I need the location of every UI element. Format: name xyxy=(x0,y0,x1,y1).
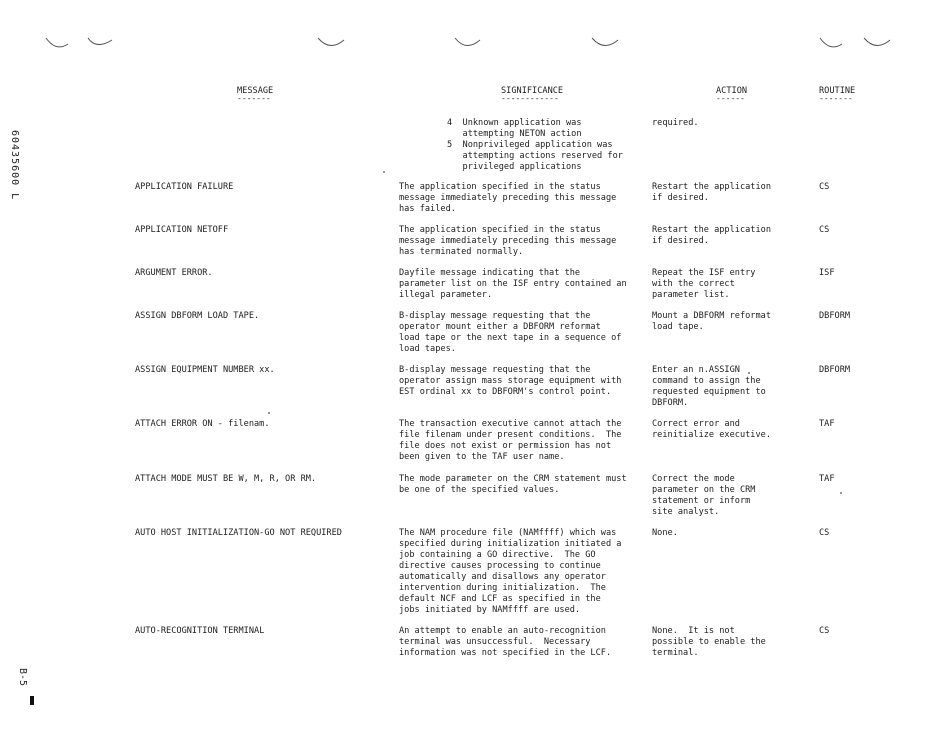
header-significance-label: SIGNIFICANCE xyxy=(501,86,564,96)
row-routine: CS xyxy=(819,528,830,538)
row-significance: B-display message requesting that the operator mount either a DBFORM reformat load tape or the next tape in a sequence of load tapes. xyxy=(399,311,622,354)
row-significance: The NAM procedure file (NAMffff) which was specified during initialization initiated a job containing a GO directive. The GO directive causes processing to continue automatically and disallows any operator intervention during initialization. The default NCF and LCF as specified in the jobs initiated by NAMffff are used. xyxy=(399,528,622,615)
document-code: 60435600 L xyxy=(9,130,20,201)
scan-speck xyxy=(748,372,750,374)
row-significance: An attempt to enable an auto-recognition terminal was unsuccessful. Necessary information was not specified in the LCF. xyxy=(399,626,612,658)
row-routine: CS xyxy=(819,182,830,192)
row-message: AUTO-RECOGNITION TERMINAL xyxy=(135,626,265,636)
scan-speck xyxy=(268,412,270,414)
row-routine: CS xyxy=(819,626,830,636)
header-routine-label: ROUTINE xyxy=(819,86,856,96)
row-message: ATTACH MODE MUST BE W, M, R, OR RM. xyxy=(135,474,317,484)
row-message: AUTO HOST INITIALIZATION-GO NOT REQUIRED xyxy=(135,528,342,538)
header-message-label: MESSAGE xyxy=(237,86,274,96)
row-significance: The application specified in the status message immediately preceding this message has failed. xyxy=(399,182,617,214)
binder-hole-marks xyxy=(0,32,950,62)
continuation-significance: 4 Unknown application was attempting NETON action 5 Nonprivileged application was attempting actions reserved for privileged applications xyxy=(447,118,623,172)
row-message: APPLICATION NETOFF xyxy=(135,225,229,235)
scan-speck xyxy=(383,171,385,173)
header-routine xyxy=(819,86,855,102)
row-significance: Dayfile message indicating that the parameter list on the ISF entry contained an illegal parameter. xyxy=(399,268,627,300)
row-message: ATTACH ERROR ON - filenam. xyxy=(135,419,270,429)
header-significance-underline: ------------ xyxy=(501,94,559,103)
header-message xyxy=(237,86,273,102)
row-action: Correct the mode parameter on the CRM statement or inform site analyst. xyxy=(652,474,756,517)
change-bar xyxy=(30,696,34,705)
page-number: B-5 xyxy=(17,668,28,687)
row-routine: DBFORM xyxy=(819,365,851,375)
row-significance: The transaction executive cannot attach the file filenam under present conditions. The file does not exist or permission has not been given to the TAF user name. xyxy=(399,419,622,462)
header-message-underline: ------- xyxy=(237,94,271,103)
row-routine: DBFORM xyxy=(819,311,851,321)
scan-speck xyxy=(840,492,842,494)
row-message: ASSIGN EQUIPMENT NUMBER xx. xyxy=(135,365,275,375)
row-action: Restart the application if desired. xyxy=(652,182,771,203)
row-message: ARGUMENT ERROR. xyxy=(135,268,213,278)
row-action: None. xyxy=(652,528,678,538)
row-message: ASSIGN DBFORM LOAD TAPE. xyxy=(135,311,260,321)
continuation-action: required. xyxy=(652,118,699,128)
row-significance: B-display message requesting that the operator assign mass storage equipment with EST ordinal xx to DBFORM's control point. xyxy=(399,365,622,397)
row-routine: TAF xyxy=(819,419,835,429)
row-action: Enter an n.ASSIGN command to assign the requested equipment to DBFORM. xyxy=(652,365,766,408)
row-routine: TAF xyxy=(819,474,835,484)
row-action: Mount a DBFORM reformat load tape. xyxy=(652,311,771,332)
row-action: Repeat the ISF entry with the correct parameter list. xyxy=(652,268,756,300)
row-significance: The mode parameter on the CRM statement must be one of the specified values. xyxy=(399,474,627,495)
row-significance: The application specified in the status message immediately preceding this message has terminated normally. xyxy=(399,225,617,257)
header-action xyxy=(716,86,747,102)
row-message: APPLICATION FAILURE xyxy=(135,182,234,192)
header-significance xyxy=(501,86,563,102)
row-routine: ISF xyxy=(819,268,835,278)
header-action-underline: ------ xyxy=(716,94,745,103)
header-routine-underline: ------- xyxy=(819,94,853,103)
row-action: None. It is not possible to enable the terminal. xyxy=(652,626,766,658)
row-action: Correct error and reinitialize executive. xyxy=(652,419,771,440)
row-action: Restart the application if desired. xyxy=(652,225,771,246)
header-action-label: ACTION xyxy=(716,86,748,96)
row-routine: CS xyxy=(819,225,830,235)
